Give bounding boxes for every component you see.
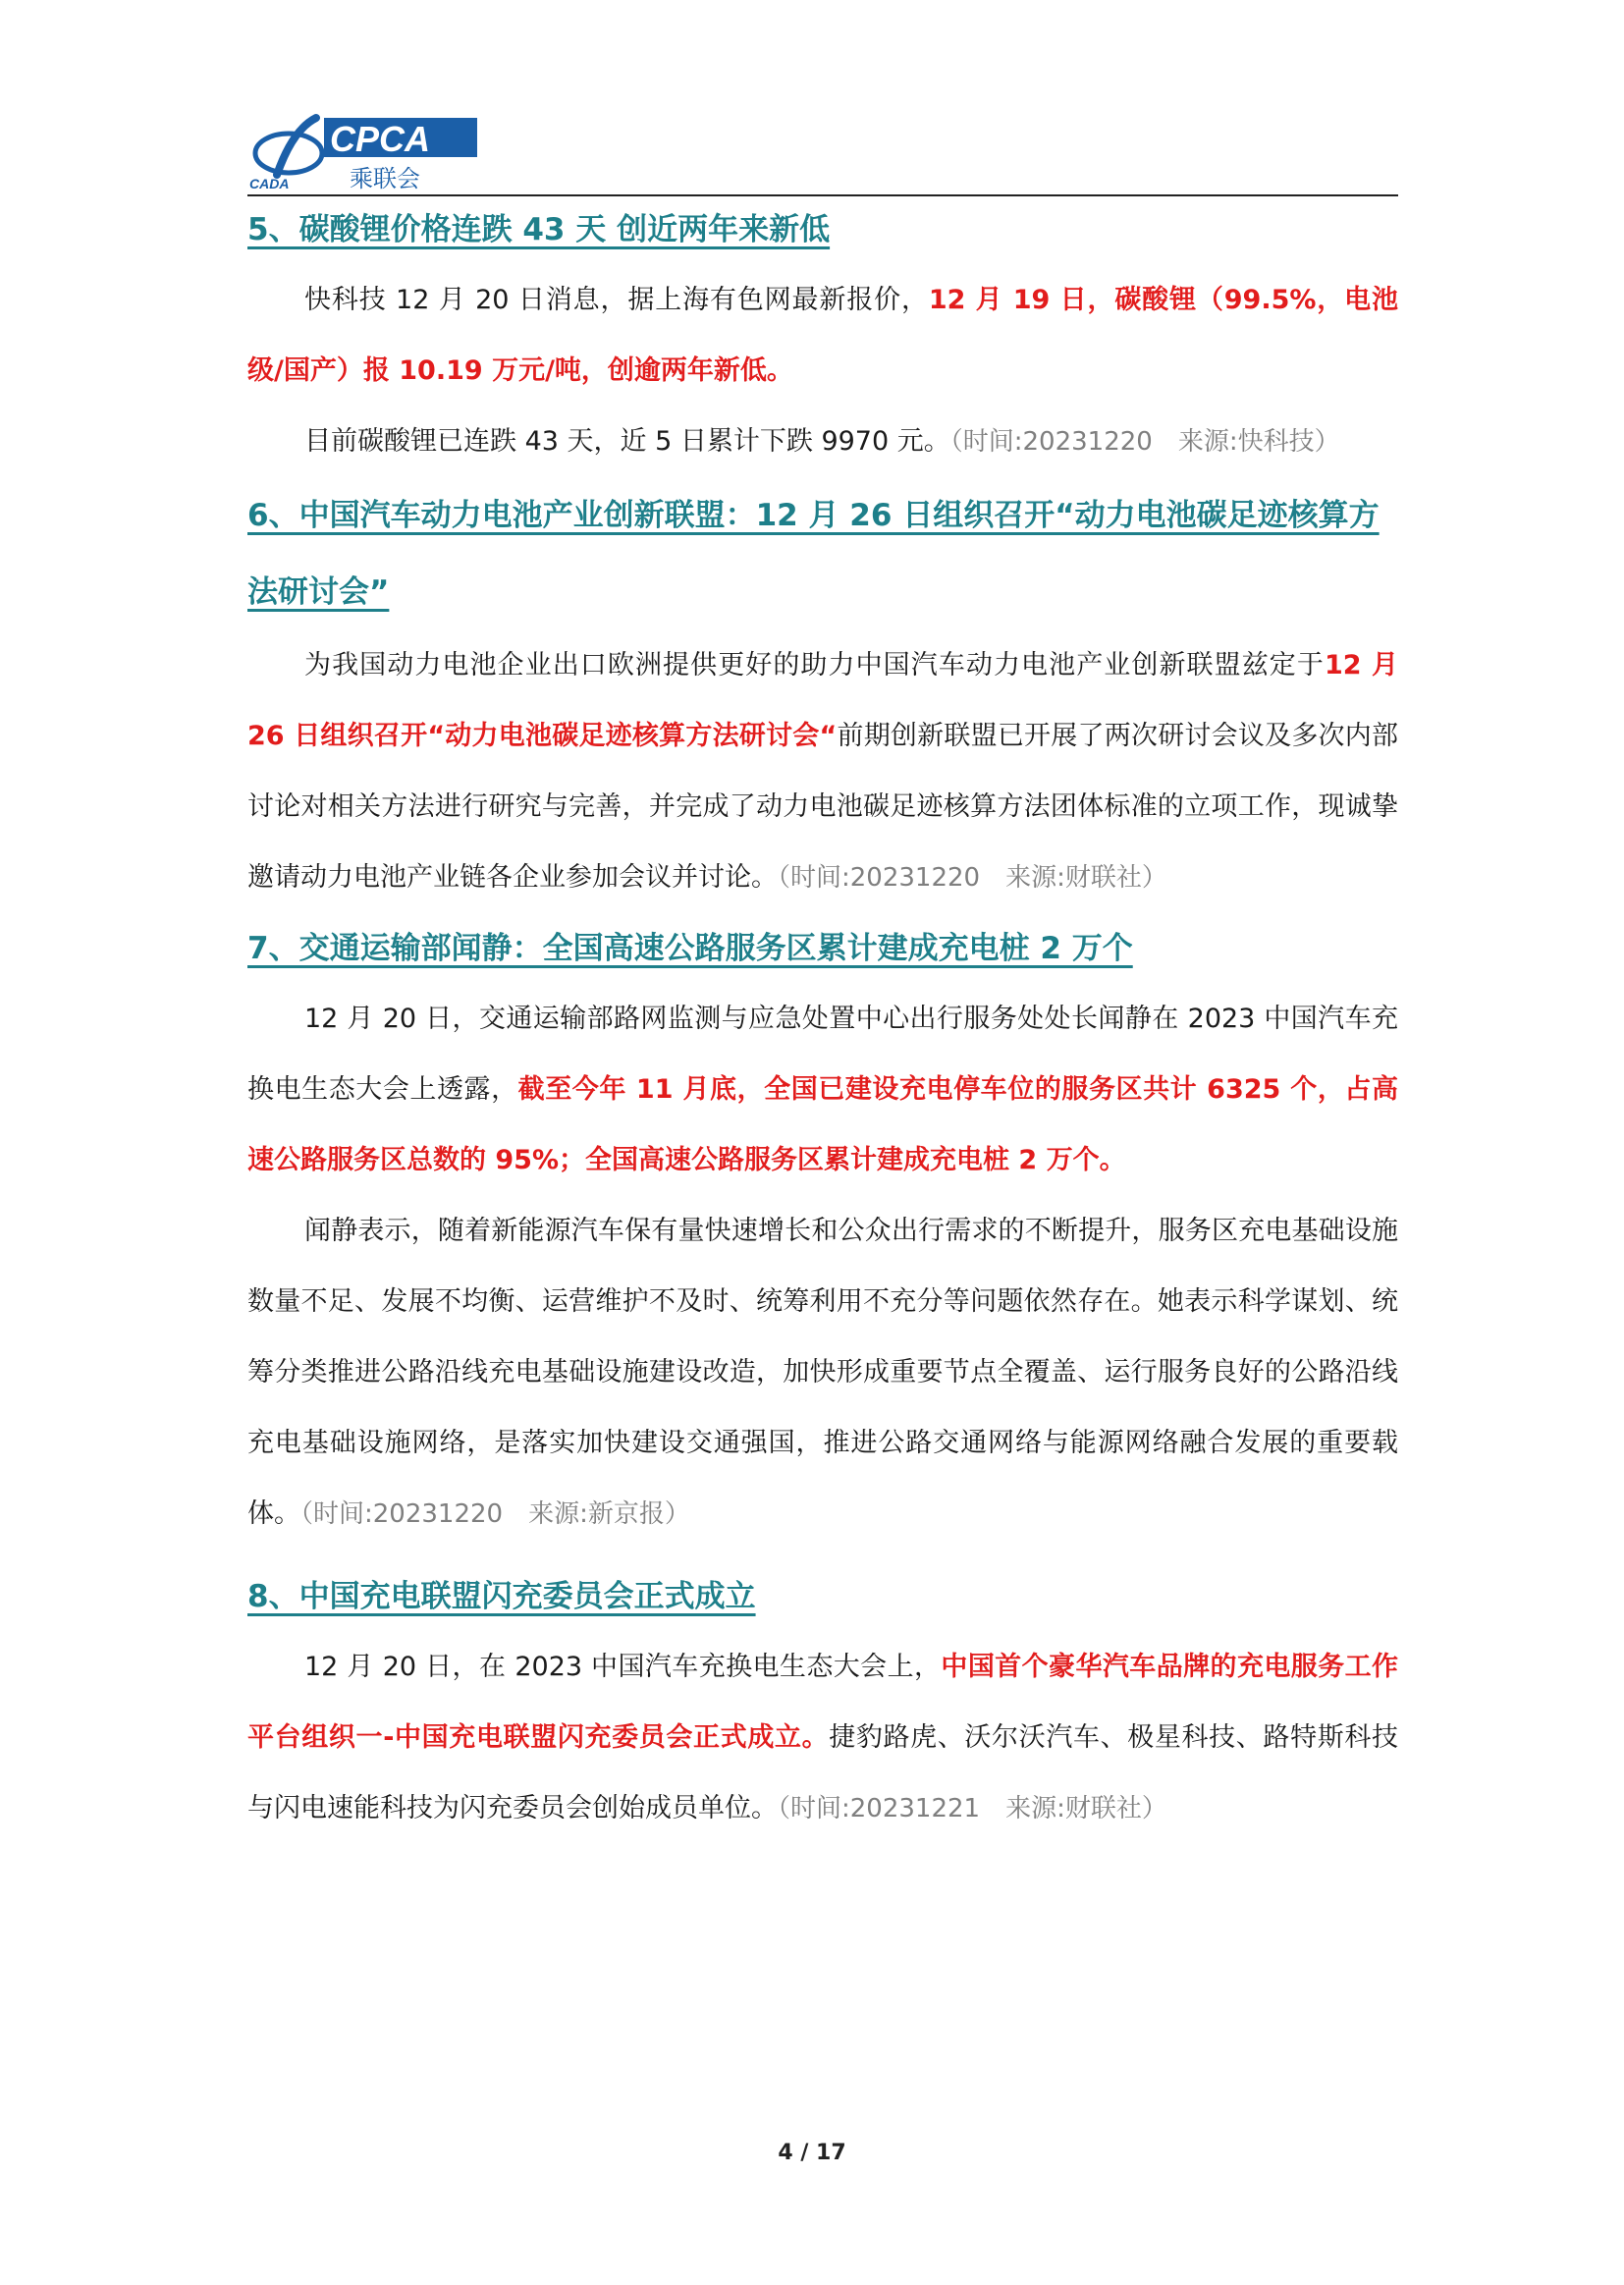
source-note: （时间:20231220 来源:快科技）: [949, 427, 1340, 457]
cpca-logo: [247, 110, 483, 192]
section-5-heading: 5、碳酸锂价格连跌 43 天 创近两年来新低: [247, 212, 831, 247]
section-7-heading: 7、交通运输部闻静：全国高速公路服务区累计建成充电桩 2 万个: [247, 931, 1133, 966]
section-5-paragraph-1: 快科技 12 月 20 日消息，据上海有色网最新报价，12 月 19 日，碳酸锂（99.5%，电池级/国产）报 10.19 万元/吨，创逾两年新低。: [247, 285, 1398, 386]
page-header: [247, 110, 1398, 196]
section-8-paragraph-1: 12 月 20 日，在 2023 中国汽车充换电生态大会上，中国首个豪华汽车品牌的充电服务工作平台组织一-中国充电联盟闪充委员会正式成立。捷豹路虎、沃尔沃汽车、极星科技、路特斯科技与闪电速能科技为闪充委员会创始成员单位。（时间:20231221 来源:财联社）: [247, 1652, 1398, 1823]
section-7-paragraph-1: 12 月 20 日，交通运输部路网监测与应急处置中心出行服务处处长闻静在 2023 中国汽车充换电生态大会上透露，截至今年 11 月底，全国已建设充电停车位的服务区共计 6325 个，占高速公路服务区总数的 95%；全国高速公路服务区累计建成充电桩 2 万个。: [247, 1004, 1398, 1175]
section-5-paragraph-2: 目前碳酸锂已连跌 43 天，近 5 日累计下跌 9970 元。（时间:20231220 来源:快科技）: [304, 426, 1340, 457]
section-8-heading: 8、中国充电联盟闪充委员会正式成立: [247, 1579, 756, 1614]
section-6-paragraph-1: 为我国动力电池企业出口欧洲提供更好的助力中国汽车动力电池产业创新联盟兹定于12 月 26 日组织召开“动力电池碳足迹核算方法研讨会“前期创新联盟已开展了两次研讨会议及多次内部讨论对相关方法进行研究与完善，并完成了动力电池碳足迹核算方法团体标准的立项工作，现诚挚邀请动力电池产业链各企业参加会议并讨论。（时间:20231220 来源:财联社）: [247, 650, 1398, 893]
section-7-paragraph-2: 闻静表示，随着新能源汽车保有量快速增长和公众出行需求的不断提升，服务区充电基础设施数量不足、发展不均衡、运营维护不及时、统筹利用不充分等问题依然存在。她表示科学谋划、统筹分类推进公路沿线充电基础设施建设改造，加快形成重要节点全覆盖、运行服务良好的公路沿线充电基础设施网络，是落实加快建设交通强国，推进公路交通网络与能源网络融合发展的重要载体。（时间:20231220 来源:新京报）: [247, 1216, 1398, 1529]
source-note: （时间:20231220 来源:财联社）: [778, 863, 1167, 893]
logo-text: CPCA: [330, 119, 431, 159]
source-note: （时间:20231221 来源:财联社）: [778, 1794, 1167, 1823]
source-note: （时间:20231220 来源:新京报）: [300, 1499, 690, 1529]
logo-subtitle: 乘联会: [350, 165, 420, 192]
page-number: 4 / 17: [778, 2141, 846, 2165]
section-6-heading: 6、中国汽车动力电池产业创新联盟：12 月 26 日组织召开“动力电池碳足迹核算方法研讨会”: [247, 498, 1380, 610]
article-body: [247, 194, 1398, 1844]
logo-mark: CADA: [249, 176, 290, 191]
